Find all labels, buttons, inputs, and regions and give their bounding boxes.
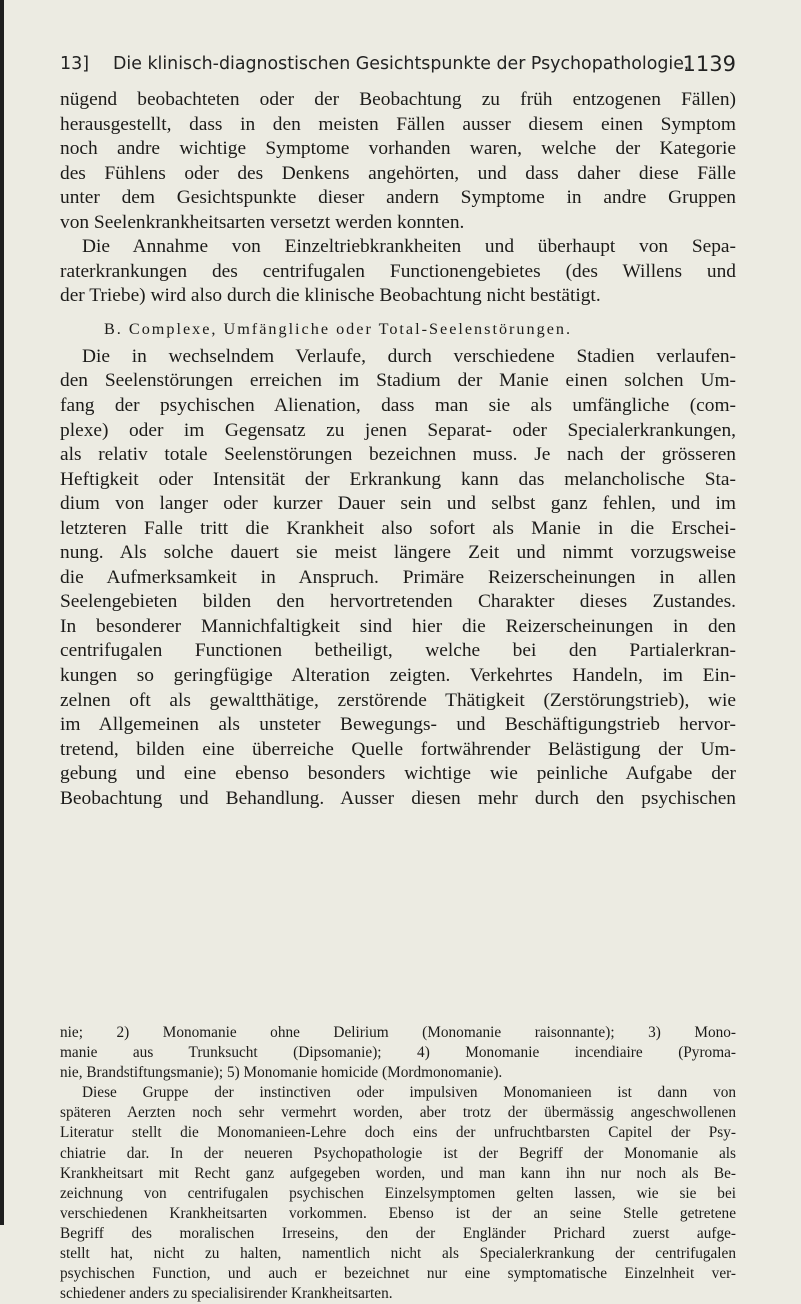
footnote-line: zeichnung von centrifugalen psychischen Einzelsymptomen gelten lassen, wie sie bei xyxy=(60,1184,736,1202)
footnote-line: späteren Aerzten noch sehr vermehrt worden, aber trotz der übermässig angeschwollenen xyxy=(60,1104,736,1122)
text-line: gebung und eine ebenso besonders wichtige wie peinliche Aufgabe der xyxy=(60,763,736,785)
footnote-line: Krankheitsart mit Recht ganz aufgegeben worden, und man kann ihn nur noch als Be- xyxy=(60,1164,736,1182)
text-line: von Seelenkrankheitsarten versetzt werden konnten. xyxy=(60,211,465,233)
footnote-line: nie; 2) Monomanie ohne Delirium (Monomanie raisonnante); 3) Mono- xyxy=(60,1024,736,1041)
footnote-line: Literatur stellt die Monomanieen-Lehre doch eins der unfruchtbarsten Capitel der Psy- xyxy=(60,1124,736,1142)
text-line: nügend beobachteten oder der Beobachtung zu früh entzogenen Fällen) xyxy=(60,89,736,110)
text-line: Die in wechselndem Verlaufe, durch verschiedene Stadien verlaufen- xyxy=(82,345,736,367)
page-number: 1139 xyxy=(682,52,736,76)
text-line: unter dem Gesichtspunkte dieser andern Symptome in andre Gruppen xyxy=(60,187,736,209)
text-line: als relativ totale Seelenstörungen bezeichnen muss. Je nach der grösseren xyxy=(60,444,736,466)
footnote-line: stellt hat, nicht zu halten, namentlich nicht als Specialerkrankung der centrifugalen xyxy=(60,1245,736,1263)
text-line: herausgestellt, dass in den meisten Fällen ausser diesem einen Symptom xyxy=(60,113,736,135)
text-line: tretend, bilden eine überreiche Quelle fortwährender Belästigung der Um- xyxy=(60,738,736,760)
footnote xyxy=(60,1023,736,1304)
footnote-line: Diese Gruppe der instinctiven oder impulsiven Monomanieen ist dann von xyxy=(82,1084,736,1102)
footnote-line: manie aus Trunksucht (Dipsomanie); 4) Monomanie incendiaire (Pyroma- xyxy=(60,1044,736,1062)
text-line: den Seelenstörungen erreichen im Stadium der Manie einen solchen Um- xyxy=(60,370,736,392)
section-number: 13] xyxy=(60,54,90,74)
main-text xyxy=(60,88,736,811)
text-line: Seelengebieten bilden den hervortretenden Charakter dieses Zustandes. xyxy=(60,591,736,613)
text-line: nung. Als solche dauert sie meist längere Zeit und nimmt vorzugsweise xyxy=(60,542,736,564)
text-line: zelnen oft als gewaltthätige, zerstörende Thätigkeit (Zerstörungstrieb), wie xyxy=(60,689,736,711)
running-header xyxy=(60,52,736,80)
text-line: der Triebe) wird also durch die klinische Beobachtung nicht bestätigt. xyxy=(60,285,601,307)
text-line: kungen so geringfügige Alteration zeigten. Verkehrtes Handeln, im Ein- xyxy=(60,665,736,687)
text-line: letzteren Falle tritt die Krankheit also sofort als Manie in die Erschei- xyxy=(60,517,736,539)
text-line: noch andre wichtige Symptome vorhanden waren, welche der Kategorie xyxy=(60,138,736,160)
running-title: Die klinisch-diagnostischen Gesichtspunkte der Psychopathologie. xyxy=(113,54,690,74)
text-line: des Fühlens oder des Denkens angehörten, und dass daher diese Fälle xyxy=(60,162,736,184)
text-line: In besonderer Mannichfaltigkeit sind hier die Reizerscheinungen in den xyxy=(60,615,736,637)
footnote-line: verschiedenen Krankheitsarten vorkommen. Ebenso ist der an seine Stelle getretene xyxy=(60,1204,736,1222)
footnote-line: schiedener anders zu specialisirender Krankheitsarten. xyxy=(60,1285,393,1303)
text-line: im Allgemeinen als unsteter Bewegungs- und Beschäftigungstrieb hervor- xyxy=(60,714,736,736)
text-line: dium von langer oder kurzer Dauer sein und selbst ganz fehlen, und im xyxy=(60,493,736,515)
text-line: Die Annahme von Einzeltriebkrankheiten und überhaupt von Sepa- xyxy=(82,236,736,258)
text-line: plexe) oder im Gegensatz zu jenen Separat- oder Specialerkrankungen, xyxy=(60,419,736,441)
section-heading: B. Complexe, Umfängliche oder Total-Seelenstörungen. xyxy=(104,319,573,338)
text-line: Beobachtung und Behandlung. Ausser diesen mehr durch den psychischen xyxy=(60,787,736,809)
footnote-line: Begriff des moralischen Irreseins, den der Engländer Prichard zuerst aufge- xyxy=(60,1224,736,1242)
footnote-line: chiatrie dar. In der neueren Psychopathologie ist der Begriff der Monomanie als xyxy=(60,1144,736,1162)
text-line: centrifugalen Functionen betheiligt, welche bei den Partialerkran- xyxy=(60,640,736,662)
text-line: die Aufmerksamkeit in Anspruch. Primäre Reizerscheinungen in allen xyxy=(60,566,736,588)
footnote-line: psychischen Function, und auch er bezeichnet nur eine symptomatische Einzelnheit ver- xyxy=(60,1265,736,1283)
scan-edge xyxy=(0,0,4,1225)
text-line: raterkrankungen des centrifugalen Functionengebietes (des Willens und xyxy=(60,260,736,282)
text-line: fang der psychischen Alienation, dass man sie als umfängliche (com- xyxy=(60,395,736,417)
text-line: Heftigkeit oder Intensität der Erkrankung kann das melancholische Sta- xyxy=(60,468,736,490)
footnote-line: nie, Brandstiftungsmanie); 5) Monomanie homicide (Mordmonomanie). xyxy=(60,1064,503,1082)
